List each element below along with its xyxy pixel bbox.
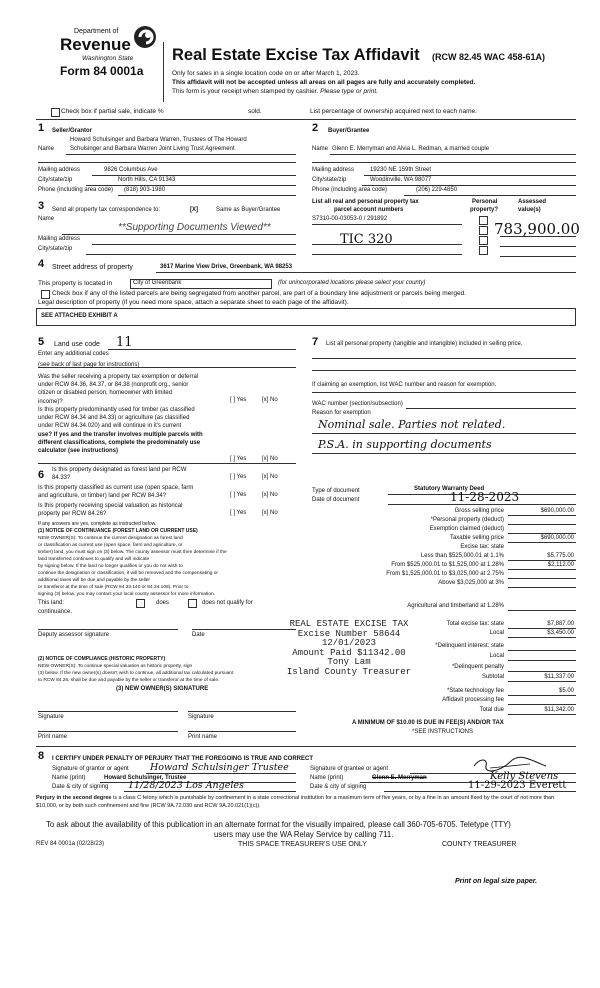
signature-label-2: Signature [188, 714, 214, 720]
personal-property-label: List all personal property (tangible and intangible) included in selling price. [326, 341, 523, 347]
tax-label-agri: Agricultural and timberland at 1.28% [407, 603, 504, 609]
s6-q2-line1: Is this property classified as current use (open space, farm [38, 485, 194, 491]
section-3-number: 3 [38, 200, 45, 212]
tax-value-local[interactable]: $3,450.00 [547, 630, 574, 636]
tax-label-excise-state: Excise tax: state [460, 544, 504, 550]
this-land-label: This land: [38, 600, 65, 606]
s5-q1-yes[interactable]: [ ] Yes [230, 397, 247, 403]
s5-q2-line3: under RCW 84.34.020) and will continue in it's current [38, 423, 182, 430]
tax-label-gross: Gross selling price [454, 508, 504, 514]
s6-q1-no[interactable]: [x] No [262, 474, 278, 480]
notice1-line8: or transferor at the time of sale (RCW 84.33.140 or 84.34.108). Prior to [38, 585, 189, 590]
tax-value-total-due[interactable]: $11,342.00 [544, 707, 574, 713]
s6-q1-line1: Is this property designated as forest land per RCW [52, 467, 187, 473]
s6-q2 [38, 484, 193, 500]
seller-name-line2[interactable]: Schulsinger and Barbara Warren Joint Living Trust Agreement [70, 146, 235, 152]
does-not-label: does not qualify for [202, 600, 253, 606]
section-7-number: 7 [312, 336, 319, 348]
seller-city[interactable]: North Hills, CA 91343 [118, 177, 176, 183]
county-treasurer: COUNTY TREASURER [442, 841, 517, 848]
perjury-notice [36, 795, 576, 810]
notice1-line2: or classification as current use (open space, farm and agriculture, or [38, 543, 183, 548]
personal-property-checkbox-2[interactable] [479, 226, 488, 235]
tax-value-gross[interactable]: $690,000.00 [540, 508, 574, 514]
grantee-name-print[interactable]: Glenn E. Merryman [372, 775, 427, 781]
parcel-col1-a: List all real and personal property tax [312, 199, 419, 205]
new-owner-signature-title: (3) NEW OWNER(S) SIGNATURE [116, 686, 209, 692]
minimum-due-note: A MINIMUM OF $10.00 IS DUE IN FEE(S) AND/OR TAX [352, 720, 504, 726]
revenue-logo [60, 24, 160, 84]
s5-q1-line3: citizen or disabled person, homeowner with limited [38, 390, 173, 397]
header-note-3a: This form is your receipt when stamped by cashier. [172, 88, 319, 95]
segregated-checkbox[interactable] [41, 290, 50, 299]
legal-description-value: SEE ATTACHED EXHIBIT A [41, 313, 118, 319]
perjury-text: is a class C felony which is punishable by confinement in a state correctional institution for a maximum term of five years, or by a fine in an amount fixed by the court of not more than $10,000, or by both such confinement and fine (RCW 9A.72.030 and RCW 9A.20.021(1)(c)). [36, 795, 555, 809]
s5-q2-line6: calculator (see instructions) [38, 448, 119, 455]
additional-codes-label: Enter any additional codes [38, 351, 109, 357]
form-title: Real Estate Excise Tax Affidavit [172, 46, 420, 64]
notice1-line9: signing (3) below, you may contact your local county assessor for more information. [38, 592, 216, 597]
does-checkbox[interactable] [136, 599, 145, 608]
notice1-body [38, 535, 227, 598]
stamp-line1: REAL ESTATE EXCISE TAX [289, 619, 409, 629]
s6-q1-yes[interactable]: [ ] Yes [230, 474, 247, 480]
tax-label-exemption: Exemption claimed (deduct) [429, 526, 504, 532]
tax-value-tier1[interactable]: $5,775.00 [547, 553, 574, 559]
s5-q1 [38, 373, 198, 406]
parcel-col2-a: Personal [472, 199, 498, 205]
tax-label-total-state: Total excise tax: state [446, 621, 504, 627]
stamp-line6: Island County Treasurer [286, 666, 412, 677]
grantee-name-label: Name (print) [310, 775, 344, 781]
tax-label-delinquent-state: *Delinquent interest: state [435, 643, 504, 649]
stamp-line3: 12/01/2023 [321, 638, 376, 648]
located-in-label: This property is located in [38, 280, 113, 287]
wac-label: WAC number (section/subsection) [312, 401, 403, 407]
reason-label: Reason for exemption [312, 410, 371, 416]
state-name: Washington State [82, 55, 134, 62]
section-2-number: 2 [312, 122, 319, 134]
buyer-addr-label: Mailing address [312, 167, 355, 173]
section-4-number: 4 [38, 258, 45, 270]
personal-property-checkbox-3[interactable] [479, 236, 488, 245]
tax-value-total-state[interactable]: $7,887.00 [547, 621, 574, 627]
tax-label-total-due: Total due [479, 707, 504, 713]
tax-value-tech-fee[interactable]: $5.00 [558, 688, 574, 694]
section-6-number: 6 [38, 469, 45, 481]
send-correspondence-label: Send all property tax correspondence to: [52, 207, 161, 213]
street-address-label: Street address of property [52, 264, 133, 271]
alt-format-line1: To ask about the availability of this publication in an alternate format for the visually impaired, please call 360-705-6705. Teletype (TTY) [46, 820, 511, 829]
s5-q1-line4: income)? [38, 398, 63, 405]
s5-q1-no[interactable]: [x] No [262, 397, 278, 403]
treasurer-use-only: THIS SPACE TREASURER'S USE ONLY [238, 841, 367, 848]
land-use-label: Land use code [54, 341, 100, 348]
seller-city-label: City/state/zip [38, 177, 73, 183]
s6-q3-line2: property per RCW 84.26? [38, 511, 107, 518]
corr-name-label: Name [38, 216, 55, 222]
s5-q2-line4: use? If yes and the transfer involves multiple parcels with [38, 431, 203, 438]
buyer-phone[interactable]: (206) 229-4850 [416, 187, 458, 193]
see-instructions-note: *SEE INSTRUCTIONS [412, 729, 474, 735]
stamp-line2: Excise Number 58644 [297, 628, 401, 639]
form-title-ref: (RCW 82.45 WAC 458-61A) [432, 52, 546, 62]
s6-q3-no[interactable]: [x] No [262, 510, 278, 516]
corr-addr-label: Mailing address [38, 236, 81, 242]
tax-label-tier3: From $1,525,000.01 to $3,025,000 at 2.75% [386, 571, 504, 577]
notice1-line7: additional taxes will be due and payable by the seller [38, 578, 151, 583]
tax-label-processing-fee: Affidavit processing fee [442, 697, 504, 703]
header-note-3b: Please type or print. [320, 88, 378, 95]
partial-sale-sold: sold. [248, 108, 262, 115]
located-in-select[interactable] [130, 279, 272, 289]
partial-sale-label: Check box if partial sale, indicate % [61, 108, 164, 115]
tax-label-penalty: *Delinquent penalty [451, 664, 504, 670]
seller-phone[interactable]: (818) 903-1980 [124, 187, 166, 193]
section-8-number: 8 [38, 750, 45, 762]
notice2-body [38, 663, 233, 684]
tax-label-tier2: From $525,000.01 to $1,525,000 at 1.28% [391, 562, 504, 568]
same-as-buyer-check[interactable]: [X] [190, 207, 198, 213]
form-revision: REV 84 0001a (02/28/23) [36, 841, 105, 847]
grantor-date-label: Date & city of signing [52, 784, 109, 790]
seller-phone-label: Phone (including area code) [38, 187, 114, 193]
grantor-sig-label: Signature of grantor or agent [52, 766, 129, 772]
personal-property-checkbox-4[interactable] [479, 246, 488, 255]
tax-label-tech-fee: *State technology fee [446, 688, 504, 694]
notice2-line1: NEW OWNER(S): To continue special valuation as historic property, sign [38, 664, 193, 669]
deputy-signature-label: Deputy assessor signature [38, 632, 110, 638]
parcel-col3-a: Assessed [518, 199, 547, 205]
doc-date-label: Date of document [312, 497, 360, 503]
legal-description-box[interactable] [36, 308, 576, 326]
s5-q1-line2: under RCW 84.36, 84.37, or 84.38 (nonprofit org., senior [38, 382, 189, 389]
buyer-name-label: Name [312, 146, 329, 152]
notice1-line3: timber) land, you must sign on (3) below. The county assessor must then determine if the [38, 550, 227, 555]
grantor-signature: Howard Schulsinger Trustee [150, 762, 289, 773]
handwritten-reason-1: Nominal sale. Parties not related. [318, 418, 506, 431]
tax-label-personal: *Personal property (deduct) [430, 517, 504, 523]
dept-line1: Department of [74, 28, 119, 35]
legal-description-label: Legal description of property (if you need more space, attach a separate sheet to each page of the affidavit). [38, 299, 349, 306]
same-as-buyer-label: Same as Buyer/Grantee [216, 207, 281, 213]
grantor-date-city: 11/28/2023 Los Angeles [128, 780, 244, 791]
s5-q2 [38, 406, 203, 455]
tax-label-tier1: Less than $525,000.01 at 1.1% [420, 553, 504, 559]
grantee-date-city: 11-29-2023 Everett [468, 780, 567, 791]
notice1-line5: by signing below. If the land no longer qualifies or you do not wish to [38, 564, 183, 569]
s5-q2-no[interactable]: [x] No [262, 456, 278, 462]
partial-sale-checkbox[interactable] [51, 108, 60, 117]
buyer-city-label: City/state/zip [312, 177, 347, 183]
s6-q1 [52, 466, 186, 482]
stamp-line4: Amount Paid $11342.00 [292, 647, 406, 658]
buyer-name[interactable]: Glenn E. Merryman and Alvia L. Redman, a married couple [332, 146, 490, 152]
parcel-number[interactable]: S7310-00-03053-0 / 291892 [312, 216, 388, 222]
tax-label-delinquent-local: Local [489, 653, 504, 659]
parcel-col3-b: value(s) [518, 207, 541, 213]
s6-q3 [38, 502, 182, 518]
grantee-sig-label: Signature of grantee or agent [310, 766, 389, 772]
located-in-value: City of Greenbank [133, 280, 182, 286]
notice1-line4: land transferred continues to qualify and will indicate [38, 557, 150, 562]
s6-q3-line1: Is this property receiving special valuation as historical [38, 503, 183, 509]
header-note-3 [172, 88, 378, 95]
handwritten-assessed-value: 783,900.00 [494, 220, 580, 238]
seller-addr[interactable]: 9826 Columbus Ave [104, 167, 158, 173]
exemption-label: If claiming an exemption, list WAC number and reason for exemption. [312, 382, 497, 388]
parcel-col2-b: property? [470, 207, 499, 213]
segregated-text: Check box if any of the listed parcels are being segregated from another parcel, are part of a boundary line adjustment or parcels being merged. [52, 290, 467, 297]
if-yes-note: If any answers are yes, complete as instructed below. [38, 521, 157, 527]
tax-label-subtotal: Subtotal [481, 674, 504, 680]
s6-q1-line2: 84.33? [52, 475, 71, 482]
continuance-label: continuance. [38, 609, 73, 615]
signature-label-1: Signature [38, 714, 64, 720]
tax-value-taxable[interactable]: $690,000.00 [540, 535, 574, 541]
tax-label-taxable: Taxable selling price [449, 535, 504, 541]
header-note-2: This affidavit will not be accepted unless all areas on all pages are fully and accurately completed. [172, 79, 476, 86]
parcel-col1-b: parcel account numbers [334, 207, 404, 213]
notice1-title: (1) NOTICE OF CONTINUANCE (FOREST LAND OR CURRENT USE) [38, 528, 198, 534]
doc-type-label: Type of document [312, 488, 360, 494]
buyer-title: Buyer/Grantee [328, 128, 370, 134]
notice2-line3: to RCW 84.26, shall be due and payable by the seller or transferor at the time of sale. [38, 678, 220, 683]
notice2-title: (2) NOTICE OF COMPLIANCE (HISTORIC PROPERTY) [38, 656, 166, 662]
see-back-label: (see back of last page for instructions) [38, 362, 140, 368]
legal-size-note: Print on legal size paper. [455, 878, 538, 885]
s5-q2-line2: under RCW 84.34 and 84.33) or agriculture (as classified [38, 415, 190, 422]
grantor-name-print[interactable]: Howard Schulsinger, Trustee [104, 775, 187, 781]
seller-name-label: Name [38, 146, 55, 152]
doc-type[interactable]: Statutory Warranty Deed [414, 486, 485, 492]
grantee-date-label: Date & city of signing [310, 784, 367, 790]
notice1-line1: NEW OWNER(S): To continue the current designation as forest land [38, 536, 183, 541]
percent-note: List percentage of ownership acquired next to each name. [310, 108, 477, 115]
header-note-1: Only for sales in a single location code on or after March 1, 2023. [172, 70, 360, 77]
perjury-bold: Perjury in the second degree [36, 795, 112, 801]
handwritten-doc-date: 11-28-2023 [450, 490, 520, 504]
buyer-city[interactable]: Woodinville, WA 98077 [370, 177, 432, 183]
notice2-line2: (3) below. If the new owner(s) doesn't wish to continue, all additional tax calculated pursuant [38, 671, 234, 676]
stamp-line5: Tony Lam [327, 657, 371, 667]
supporting-docs-stamp: **Supporting Documents Viewed** [118, 222, 271, 233]
s6-q2-line2: and agriculture, or timber) land per RCW 84.34? [38, 493, 167, 500]
buyer-addr[interactable]: 19230 NE 159th Street [370, 167, 432, 173]
handwritten-tic-code: TIC 320 [340, 232, 393, 247]
s6-q3-yes[interactable]: [ ] Yes [230, 510, 247, 516]
s5-q2-yes[interactable]: [ ] Yes [230, 456, 247, 462]
tax-value-subtotal[interactable]: $11,337.00 [544, 674, 574, 680]
deputy-date-label: Date [192, 632, 205, 638]
corr-city-label: City/state/zip [38, 246, 73, 252]
seller-addr-label: Mailing address [38, 167, 81, 173]
dept-line2: Revenue [60, 35, 131, 54]
s5-q1-line1: Was the seller receiving a property tax exemption or deferral [38, 374, 199, 380]
street-address[interactable]: 3617 Marine View Drive, Greenbank, WA 98253 [160, 264, 293, 270]
s5-q2-line1: Is this property predominantly used for timber (as classified [38, 407, 195, 413]
print-name-label-1: Print name [38, 734, 68, 740]
section-1-number: 1 [38, 122, 45, 134]
unincorporated-note: (for unincorporated locations please select your county) [278, 280, 426, 286]
tax-label-local: Local [489, 630, 504, 636]
treasurer-stamp [284, 620, 414, 677]
tax-value-tier2[interactable]: $2,112.00 [547, 562, 574, 568]
certify-statement: I CERTIFY UNDER PENALTY OF PERJURY THAT THE FOREGOING IS TRUE AND CORRECT [52, 756, 314, 762]
form-number: Form 84 0001a [60, 64, 144, 78]
does-label: does [156, 600, 170, 606]
grantee-name-hand: Kelly Stevens [490, 771, 559, 782]
buyer-phone-label: Phone (including area code) [312, 187, 388, 193]
personal-property-checkbox-1[interactable] [479, 216, 488, 225]
s5-q2-line5: different classifications, complete the predominately use [38, 439, 201, 446]
revenue-logo-icon [132, 24, 158, 50]
alt-format-line2: users may use the WA Relay Service by calling 711. [214, 830, 394, 839]
handwritten-reason-2: P.S.A. in supporting documents [318, 438, 492, 451]
seller-name-line1: Howard Schulsinger and Barbara Warren, Trustees of The Howard [70, 137, 247, 143]
tax-label-tier4: Above $3,025,000 at 3% [438, 580, 504, 586]
seller-title: Seller/Grantor [52, 128, 93, 134]
print-name-label-2: Print name [188, 734, 218, 740]
s6-q2-no[interactable]: [x] No [262, 492, 278, 498]
land-use-hand: 11 [116, 335, 133, 350]
does-not-checkbox[interactable] [188, 599, 197, 608]
grantor-name-label: Name (print) [52, 775, 86, 781]
notice1-line6: continue the designation or classification, it will be removed and the compensating or [38, 571, 218, 576]
section-5-number: 5 [38, 336, 45, 348]
s6-q2-yes[interactable]: [ ] Yes [230, 492, 247, 498]
